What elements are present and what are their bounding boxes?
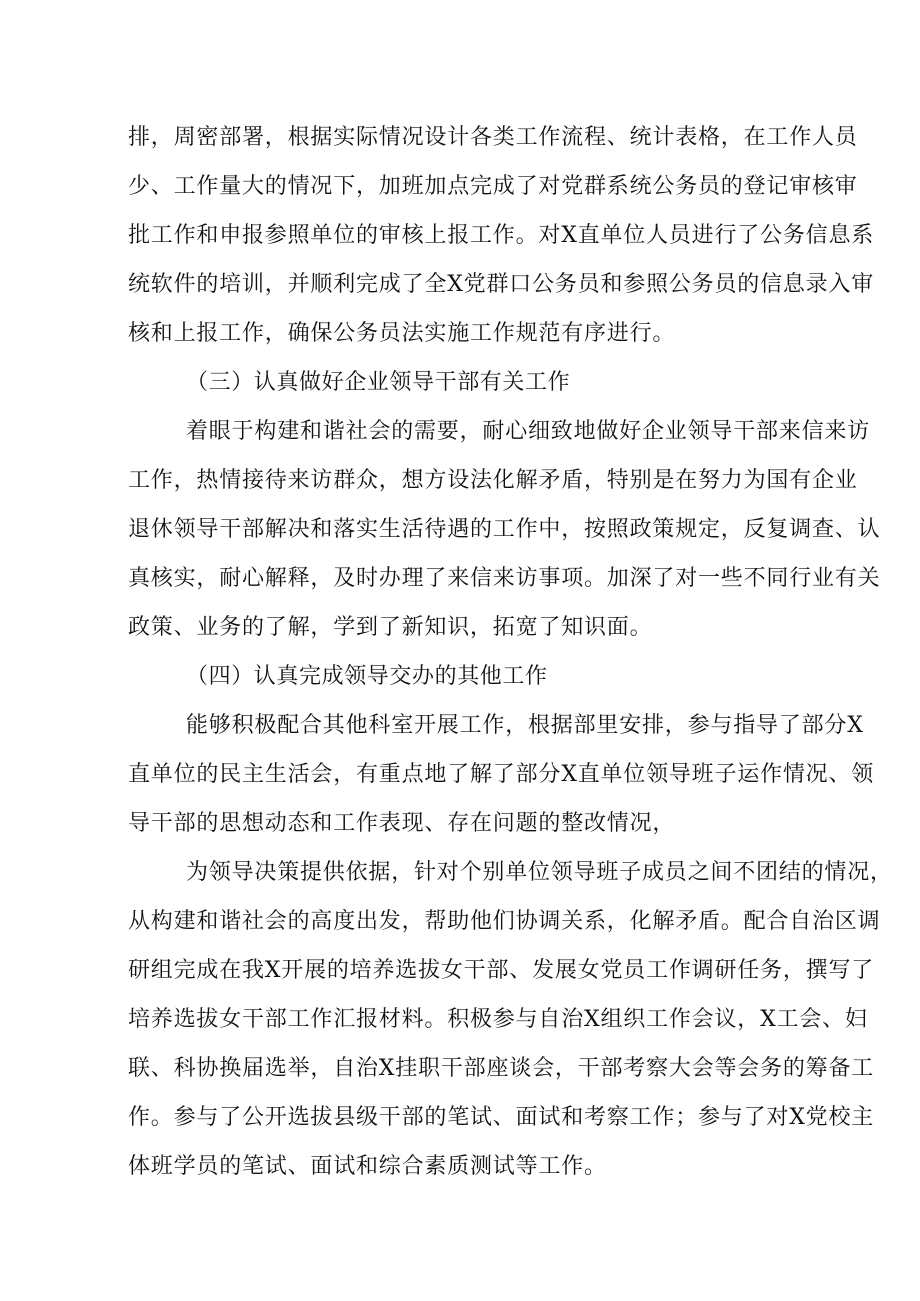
body-text-line: 排，周密部署，根据实际情况设计各类工作流程、统计表格，在工作人员 xyxy=(128,125,858,150)
section-heading-4: （四）认真完成领导交办的其他工作 xyxy=(186,664,548,689)
body-text-line: 研组完成在我X开展的培养选拔女干部、发展女党员工作调研任务，撰写了 xyxy=(128,958,875,983)
body-text-line: 导干部的思想动态和工作表现、存在问题的整改情况， xyxy=(128,811,676,836)
body-text-line: 批工作和申报参照单位的审核上报工作。对X直单位人员进行了公务信息系 xyxy=(128,223,875,248)
body-text-line: 退休领导干部解决和落实生活待遇的工作中，按照政策规定，反复调查、认 xyxy=(128,517,881,542)
body-text-line: 联、科协换届选举，自治X挂职干部座谈会，干部考察大会等会务的筹备工 xyxy=(128,1056,875,1081)
body-text-line: 着眼于构建和谐社会的需要，耐心细致地做好企业领导干部来信来访 xyxy=(186,419,871,444)
body-text-line: 直单位的民主生活会，有重点地了解了部分X直单位领导班子运作情况、领 xyxy=(128,762,875,787)
body-text-line: 体班学员的笔试、面试和综合素质测试等工作。 xyxy=(128,1154,607,1179)
body-text-line: 从构建和谐社会的高度出发，帮助他们协调关系，化解矛盾。配合自治区调 xyxy=(128,909,881,934)
body-text-line: 核和上报工作，确保公务员法实施工作规范有序进行。 xyxy=(128,321,676,346)
body-text-line: 政策、业务的了解，学到了新知识，拓宽了知识面。 xyxy=(128,615,653,640)
body-text-line: 培养选拔女干部工作汇报材料。积极参与自治X组织工作会议，X工会、妇 xyxy=(128,1007,868,1032)
body-text-line: 工作，热情接待来访群众，想方设法化解矛盾，特别是在努力为国有企业 xyxy=(128,468,858,493)
body-text-line: 统软件的培训，并顺利完成了全X党群口公务员和参照公务员的信息录入审 xyxy=(128,272,875,297)
body-text-line: 为领导决策提供依据，针对个别单位领导班子成员之间不团结的情况， xyxy=(186,860,893,885)
body-text-line: 真核实，耐心解释，及时办理了来信来访事项。加深了对一些不同行业有关 xyxy=(128,566,881,591)
body-text-line: 作。参与了公开选拔县级干部的笔试、面试和考察工作；参与了对X党校主 xyxy=(128,1105,875,1130)
section-heading-3: （三）认真做好企业领导干部有关工作 xyxy=(186,370,571,395)
body-text-line: 少、工作量大的情况下，加班加点完成了对党群系统公务员的登记审核审 xyxy=(128,174,858,199)
body-text-line: 能够积极配合其他科室开展工作，根据部里安排，参与指导了部分X xyxy=(186,713,864,738)
